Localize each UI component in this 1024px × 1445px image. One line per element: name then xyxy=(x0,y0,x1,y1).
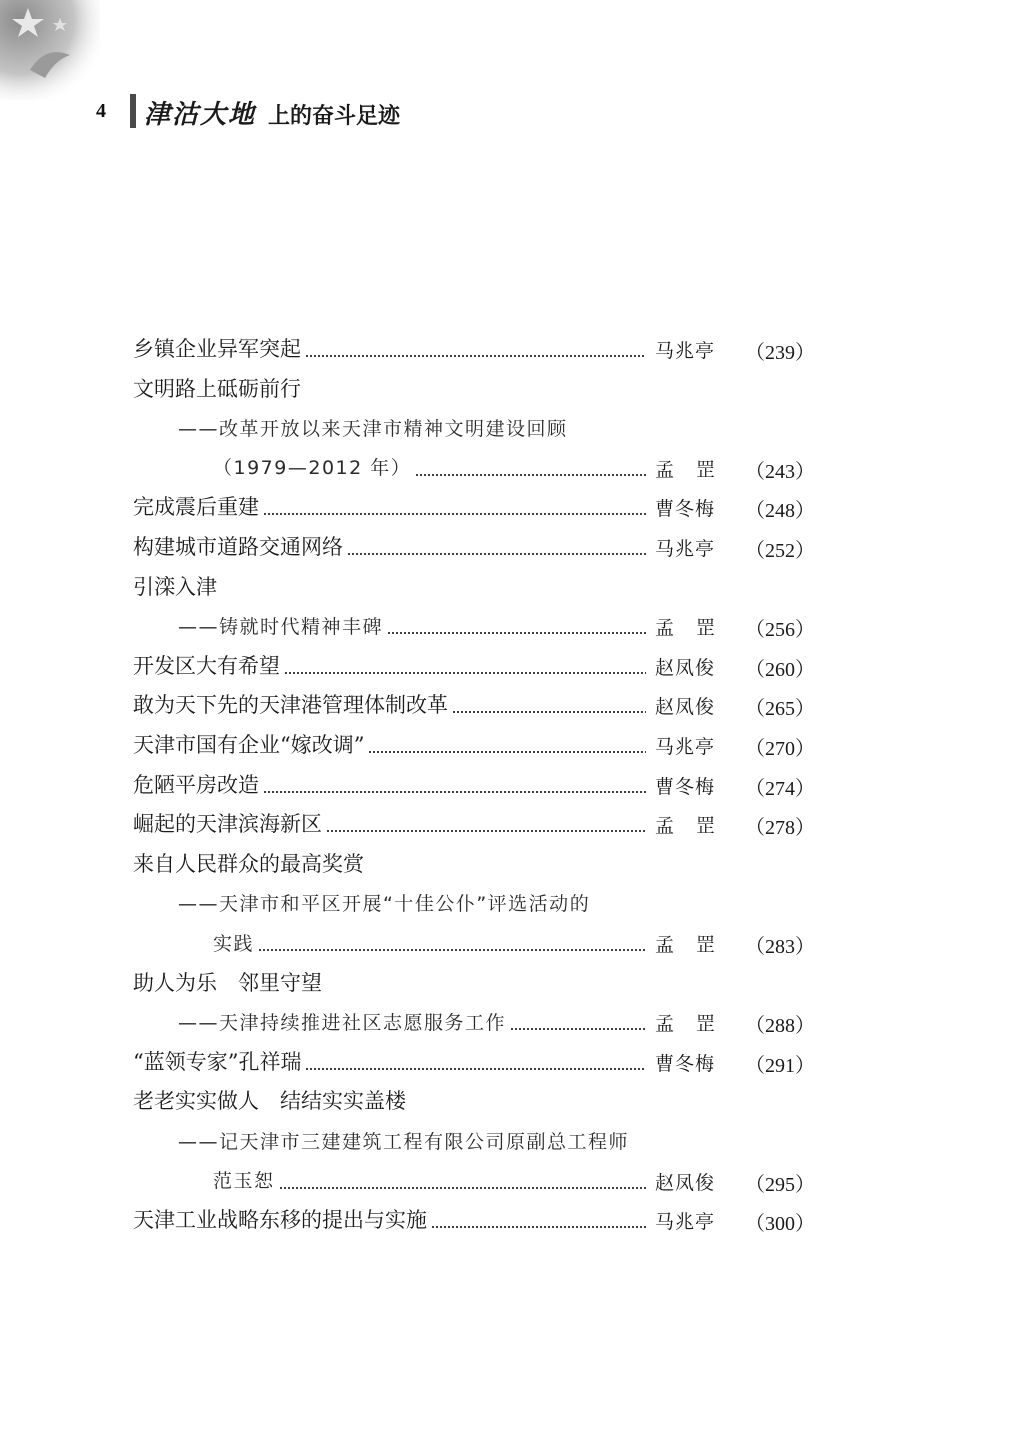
dot-leader xyxy=(258,949,646,951)
toc-entry-title: ——记天津市三建建筑工程有限公司原副总工程师 xyxy=(178,1130,630,1153)
toc-entry xyxy=(133,331,650,365)
toc-entry-title: 构建城市道路交通网络 xyxy=(133,535,343,559)
dot-leader xyxy=(387,632,646,634)
toc-entry-title: （1979—2012 年） xyxy=(213,457,412,480)
toc-entry xyxy=(178,410,650,444)
book-title-calligraphy: 津沽大地 xyxy=(144,100,257,130)
toc-entry-title: “蓝领专家”孔祥瑞 xyxy=(133,1049,302,1074)
toc-entry-page: （283） xyxy=(745,936,815,958)
toc-entry-author: 曹冬梅 xyxy=(655,1052,716,1075)
dot-leader xyxy=(326,830,646,832)
toc-entry xyxy=(133,371,650,405)
toc-entry xyxy=(133,1083,650,1117)
toc-entry xyxy=(133,846,650,880)
toc-entry-page: （252） xyxy=(745,540,815,562)
toc-entry xyxy=(178,885,650,919)
toc-entry-title: 危陋平房改造 xyxy=(133,772,259,797)
toc-entry-page: （239） xyxy=(745,342,815,364)
toc-entry-page: （265） xyxy=(745,698,815,721)
toc-entry-author: 马兆亭 xyxy=(655,340,716,362)
toc-entry-page: （300） xyxy=(745,1213,815,1236)
dot-leader xyxy=(305,355,646,357)
toc-entry-title: ——天津市和平区开展“十佳公仆”评选活动的 xyxy=(178,892,591,915)
toc-entry-page: （243） xyxy=(745,460,815,483)
toc-entry-title: 实践 xyxy=(213,932,255,955)
toc-entry-page: （256） xyxy=(745,619,815,642)
toc-entry-author: 孟罡 xyxy=(655,1013,738,1036)
toc-entry-page: （248） xyxy=(745,500,815,523)
toc-entry-title: 范玉恕 xyxy=(213,1170,275,1193)
toc-entry-title: 助人为乐 邻里守望 xyxy=(133,970,322,995)
toc-entry xyxy=(133,687,650,721)
toc-entry xyxy=(178,1123,650,1157)
toc-entry-page: （260） xyxy=(745,658,815,681)
toc-entry-author: 马兆亭 xyxy=(655,538,716,560)
toc-entry xyxy=(133,569,650,603)
toc-entry xyxy=(133,767,650,801)
toc-entry-author: 赵凤俊 xyxy=(655,1171,716,1194)
toc-entry-author: 曹冬梅 xyxy=(655,498,716,521)
toc-entry xyxy=(133,648,650,682)
toc-entry-title: ——改革开放以来天津市精神文明建设回顾 xyxy=(178,417,568,440)
dot-leader xyxy=(284,672,646,674)
toc-entry-title: 乡镇企业异军突起 xyxy=(133,337,301,361)
book-title-rest: 上的奋斗足迹 xyxy=(268,104,401,129)
toc-entry-page: （278） xyxy=(745,817,815,840)
dot-leader xyxy=(347,553,646,555)
toc-entry-title: ——铸就时代精神丰碑 xyxy=(178,615,384,638)
dot-leader xyxy=(279,1187,646,1189)
toc-entry-title: 崛起的天津滨海新区 xyxy=(133,812,322,837)
dot-leader xyxy=(431,1226,646,1228)
toc-entry xyxy=(133,489,650,523)
toc-entry-author: 孟罡 xyxy=(655,934,738,956)
dot-leader xyxy=(368,751,646,753)
dot-leader xyxy=(415,474,646,476)
toc-entry-page: （291） xyxy=(745,1054,815,1077)
toc-entry-author: 赵凤俊 xyxy=(655,696,716,719)
toc-entry-author: 马兆亭 xyxy=(655,1211,716,1234)
toc-entry-title: 开发区大有希望 xyxy=(133,653,280,678)
toc-entry-title: 完成震后重建 xyxy=(133,495,259,520)
dot-leader xyxy=(263,791,646,793)
toc-entry-page: （270） xyxy=(745,738,815,760)
dot-leader xyxy=(452,711,646,713)
toc-entry-author: 马兆亭 xyxy=(655,736,716,758)
toc-entry-title: 文明路上砥砺前行 xyxy=(133,376,301,401)
toc-entry-page: （288） xyxy=(745,1015,815,1038)
toc-entry xyxy=(133,1202,650,1236)
toc-entry-page: （274） xyxy=(745,777,815,800)
toc-entry-title: 天津市国有企业“嫁改调” xyxy=(133,733,365,757)
toc-entry-author: 孟罡 xyxy=(655,458,738,481)
toc-entry-title: 敢为天下先的天津港管理体制改革 xyxy=(133,693,448,718)
toc-entry xyxy=(133,727,650,761)
toc-entry-page: （295） xyxy=(745,1173,815,1196)
toc-entry xyxy=(213,1163,650,1197)
toc-entry-author: 赵凤俊 xyxy=(655,656,716,679)
toc-entry-title: ——天津持续推进社区志愿服务工作 xyxy=(178,1011,507,1034)
dot-leader xyxy=(305,1068,646,1070)
toc-entry xyxy=(213,450,650,484)
toc-entry-title: 来自人民群众的最高奖赏 xyxy=(133,851,364,876)
toc-entry xyxy=(133,1044,650,1078)
dot-leader xyxy=(263,513,646,515)
toc-entry xyxy=(133,965,650,999)
toc-entry-title: 引滦入津 xyxy=(133,574,217,599)
toc-entry-title: 老老实实做人 结结实实盖楼 xyxy=(133,1089,406,1114)
toc-entry xyxy=(178,1004,650,1038)
toc-entry xyxy=(133,529,650,563)
toc-entry-title: 天津工业战略东移的提出与实施 xyxy=(133,1208,427,1233)
toc-entry-author: 孟罡 xyxy=(655,815,738,838)
toc-entry xyxy=(133,806,650,840)
toc-entry xyxy=(213,925,650,959)
toc-entry xyxy=(178,608,650,642)
dot-leader xyxy=(510,1028,646,1030)
toc-entry-author: 曹冬梅 xyxy=(655,775,716,798)
toc-entry-author: 孟罡 xyxy=(655,617,738,640)
page-number: 4 xyxy=(96,100,106,122)
